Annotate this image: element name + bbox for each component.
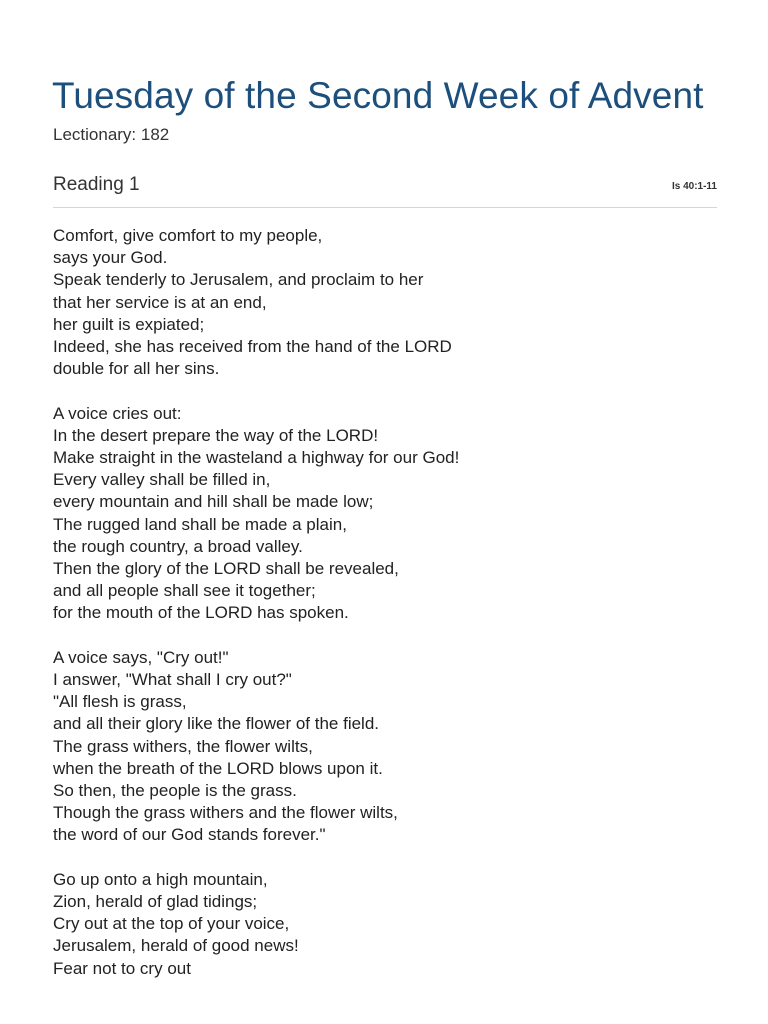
reading-title: Reading 1 (53, 174, 140, 195)
verse-line: Cry out at the top of your voice, (53, 914, 290, 934)
reading-text (53, 225, 713, 1002)
verse-line: Though the grass withers and the flower wilts, (53, 803, 398, 823)
verse-line: So then, the people is the grass. (53, 781, 297, 801)
verse-line: Jerusalem, herald of good news! (53, 936, 299, 956)
verse-line: Comfort, give comfort to my people, (53, 226, 323, 245)
verse-line: Go up onto a high mountain, (53, 869, 268, 889)
verse-line: "All flesh is grass, (53, 692, 187, 712)
verse-line: her guilt is expiated; (53, 314, 205, 334)
verse-line: says your God. (53, 248, 168, 268)
verse-line: double for all her sins. (53, 359, 220, 379)
stanza (53, 647, 713, 847)
reading-header (53, 172, 717, 202)
verse-line: Speak tenderly to Jerusalem, and proclaim to her (53, 270, 424, 290)
scripture-citation-link[interactable]: Is 40:1-11 (671, 181, 717, 192)
verse-line: Indeed, she has received from the hand of the LORD (53, 337, 452, 357)
stanza (53, 403, 713, 625)
verse-line: Zion, herald of glad tidings; (53, 892, 258, 912)
verse-line: Make straight in the wasteland a highway for our God! (53, 448, 460, 468)
section-divider (53, 207, 717, 208)
verse-line: when the breath of the LORD blows upon it. (53, 758, 383, 778)
verse-line: Then the glory of the LORD shall be revealed, (53, 559, 399, 579)
verse-line: that her service is at an end, (53, 292, 267, 312)
stanza (53, 225, 713, 380)
verse-line: every mountain and hill shall be made low; (53, 492, 374, 512)
lectionary-number: Lectionary: 182 (53, 125, 170, 144)
verse-line: the word of our God stands forever." (53, 825, 326, 845)
page-title: Tuesday of the Second Week of Advent (52, 75, 704, 116)
verse-line: The rugged land shall be made a plain, (53, 514, 347, 534)
verse-line: Every valley shall be filled in, (53, 470, 271, 490)
verse-line: for the mouth of the LORD has spoken. (53, 603, 349, 623)
verse-line: A voice says, "Cry out!" (53, 647, 229, 667)
verse-line: Fear not to cry out (53, 958, 191, 978)
verse-line: In the desert prepare the way of the LORD! (53, 425, 379, 445)
stanza (53, 869, 713, 980)
verse-line: I answer, "What shall I cry out?" (53, 670, 292, 690)
verse-line: and all their glory like the flower of the field. (53, 714, 380, 734)
verse-line: A voice cries out: (53, 403, 182, 423)
verse-line: The grass withers, the flower wilts, (53, 736, 313, 756)
verse-line: and all people shall see it together; (53, 581, 316, 601)
verse-line: the rough country, a broad valley. (53, 536, 303, 556)
